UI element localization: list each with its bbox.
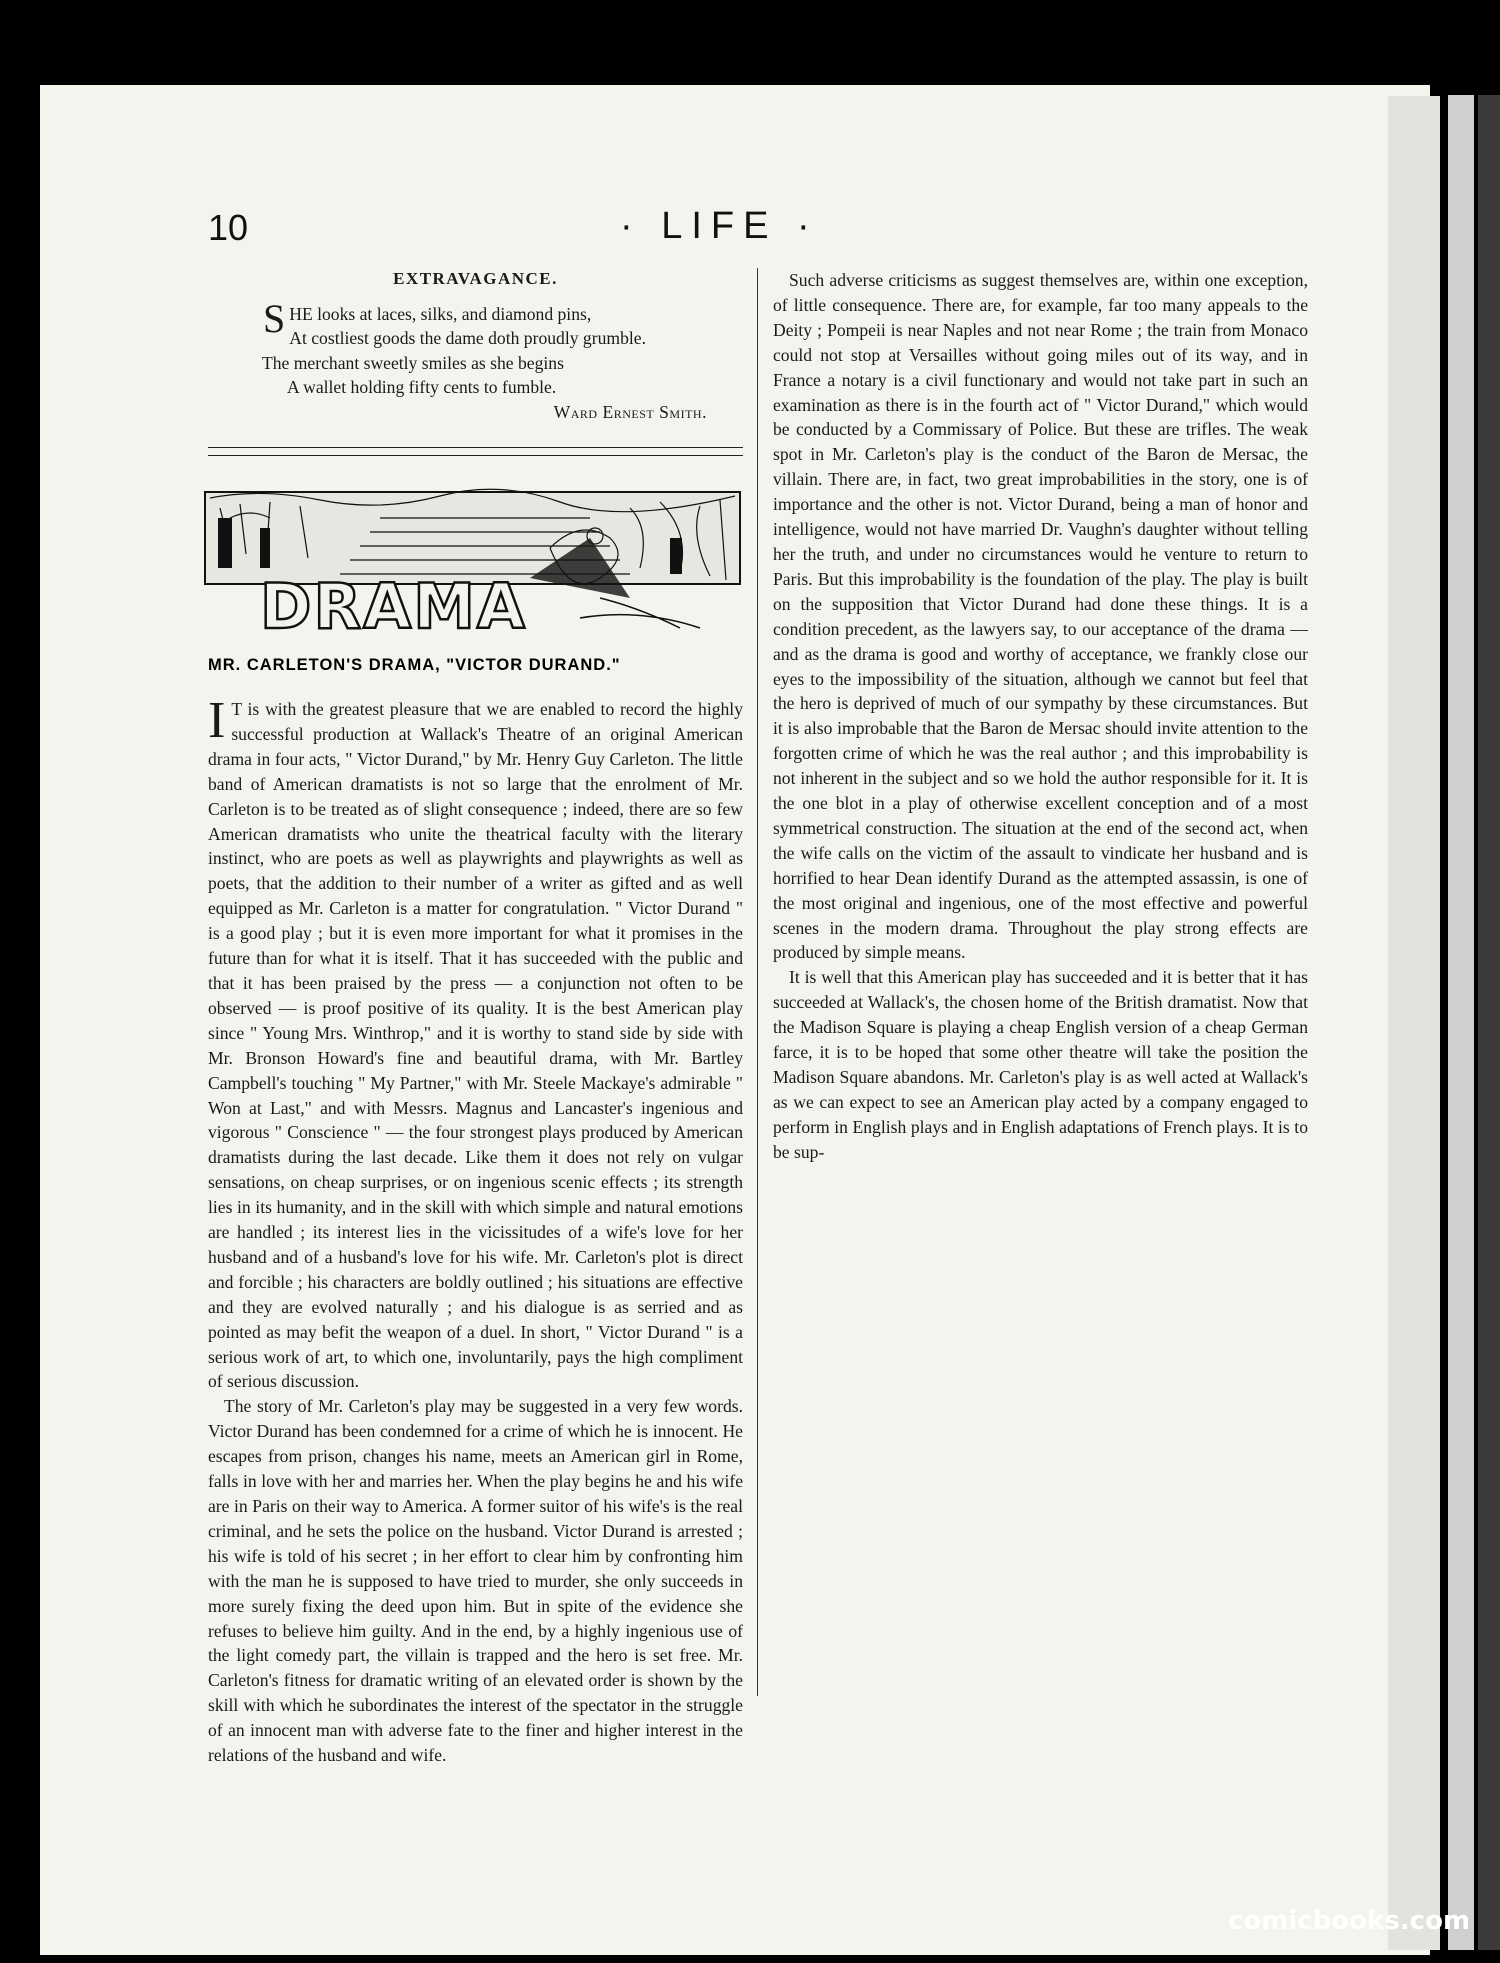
page-number: 10 — [208, 207, 249, 248]
drop-cap: I — [208, 692, 226, 749]
article-title: MR. CARLETON'S DRAMA, "VICTOR DURAND." — [208, 656, 621, 674]
article-paragraph-text: T is with the greatest pleasure that we are enabled to record the highly successful production at Wallack's Theatre of an original American drama in four acts, " Victor Durand," by Mr. Henry Guy Carleton. The little band of American dramatists is not so large that the enrolment of Mr. Carleton is to be treated as of slight consequence ; indeed, there are so few American dramatists who unite the theatrical faculty with the literary instinct, who are poets as well as playwrights and playwrights as well as poets, that the addition to their number of a writer as gifted and as well equipped as Mr. Carleton is a matter for congratulation. " Victor Durand " is a good play ; but it is even more important for what it promises in the future than for what it is itself. That it has succeeded with the public and that it has been praised by the press — a conjunction not often to be observed — is proof positive of its quality. It is the best American play since " Young Mrs. Winthrop," and it is worthy to stand side by side with Mr. Bronson Howard's fine and beautiful drama, with Mr. Bartley Campbell's touching " My Partner," with Mr. Steele Mackaye's admirable " Won at Last," and with Messrs. Magnus and Lancaster's ingenious and vigorous " Conscience " — the four strongest plays produced by American dramatists during the last decade. Like them it does not rely on vulgar sensations, on cheap surprises, or on ingenious scenic effects ; its strength lies in its humanity, and in the skill with which simple and natural emotions are handled ; its interest lies in the vicissitudes of a wife's love for her husband and of a husband's love for his wife. Mr. Carleton's plot is direct and forcible ; his characters are boldly outlined ; his situations are effective and they are evolved naturally ; and his dialogue is as serried and as pointed as may befit the weapon of a duel. In short, " Victor Durand " is a serious work of art, to which one, involuntarily, pays the high compliment of serious discussion. — [208, 699, 743, 1392]
poem-block — [208, 267, 743, 424]
article-paragraph: Such adverse criticisms as suggest themselves are, within one exception, of little consequence. There are, for example, far too many appeals to the Deity ; Pompeii is near Naples and not near Rome ; the train from Monaco could not stop at Versailles without going miles out of its way, and in France a notary is a civil functionary and would not take part in such an examination as there is in the fourth act of " Victor Durand," which would be conducted by a Commissary of Police. But these are trifles. The weak spot in Mr. Carleton's play is the conduct of the Baron de Mersac, the villain. There are, in fact, two great improbabilities in the story, one is of importance and the other is not. Victor Durand, being a man of honor and intelligence, would not have married Dr. Vaughn's daughter without telling her the truth, and under no circumstances would he venture to return to Paris. But this improbability is the foundation of the play. The play is built on the supposition that Victor Durand had done these things. It is a condition precedent, as the lawyers say, to our acceptance of the drama —and as the drama is good and worthy of acceptance, we frankly close our eyes to the impossibility of the situation, although we cannot but feel that the hero is deprived of much of our sympathy by these circumstances. But it is also improbable that the Baron de Mersac should invite attention to the forgotten crime of which he was the real author ; and this improbability is not inherent in the subject and so we hold the author responsible for it. It is the one blot in a play of otherwise excellent conception and of a most symmetrical construction. The situation at the end of the second act, when the wife calls on the victim of the assault to vindicate her husband and is horrified to hear Dean identify Durand as the attempted assassin, is one of the most original and ingenious, one of the most effective and powerful scenes in the modern drama. Throughout the play strong effects are produced by simple means. — [773, 270, 1308, 963]
poem-body — [262, 295, 743, 424]
drop-cap: S — [263, 295, 286, 341]
masthead: · LIFE · — [620, 205, 819, 247]
section-rule — [208, 447, 743, 456]
poem-author: Ward Ernest Smith. — [553, 401, 707, 422]
article-paragraph: It is well that this American play has succeeded and it is better that it has succeeded at Wallack's, the chosen home of the British dramatist. Now that the Madison Square is playing a cheap English version of a cheap German farce, it is to be hoped that some other theatre will take the position the Madison Square abandons. Mr. Carleton's play is as well acted at Wallack's as we can expect to see an American play acted by a company engaged to perform in English plays and in English adaptations of French plays. It is to be sup- — [773, 967, 1308, 1162]
drama-banner-word: DRAMA — [260, 570, 527, 643]
article-column-left — [208, 692, 743, 1766]
book-spine — [1448, 95, 1474, 1950]
poem-line-text: HE looks at laces, silks, and diamond pins, — [289, 303, 592, 324]
poem-line: At costliest goods the dame doth proudly grumble. — [289, 328, 646, 349]
article-column-right — [773, 268, 1308, 1668]
page-edge — [1388, 96, 1440, 1950]
watermark: comicbooks.com — [1228, 1906, 1471, 1936]
article-paragraph — [208, 692, 743, 1394]
drama-banner-illustration — [200, 488, 745, 643]
column-divider — [757, 268, 758, 1696]
poem-line-text: The merchant sweetly smiles as she begins — [262, 352, 564, 373]
book-spine-shadow — [1478, 95, 1500, 1950]
poem-line: A wallet holding fifty cents to fumble. — [287, 377, 557, 398]
poem-line — [208, 351, 743, 375]
poem-title: EXTRAVAGANCE. — [393, 269, 558, 288]
article-paragraph: The story of Mr. Carleton's play may be suggested in a very few words. Victor Durand has been condemned for a crime of which he is innocent. He escapes from prison, changes his name, meets an American girl in Rome, falls in love with her and marries her. When the play begins he and his wife are in Paris on their way to America. A former suitor of his wife's is the real criminal, and he sets the police on the husband. Victor Durand is arrested ; his wife is told of his secret ; in her effort to clear him by confronting him with the man he is supposed to have tried to murder, she only succeeds in more surely fixing the deed upon him. But in spite of the evidence she refuses to believe him guilty. And in the end, by a highly ingenious use of the light comedy part, the villain is trapped and the hero is set free. Mr. Carleton's fitness for dramatic writing of an elevated order is shown by the skill with which he subordinates the interest of the spectator in the struggle of an innocent man with adverse fate to the finer and higher interest in the relations of the husband and wife. — [208, 1396, 743, 1766]
